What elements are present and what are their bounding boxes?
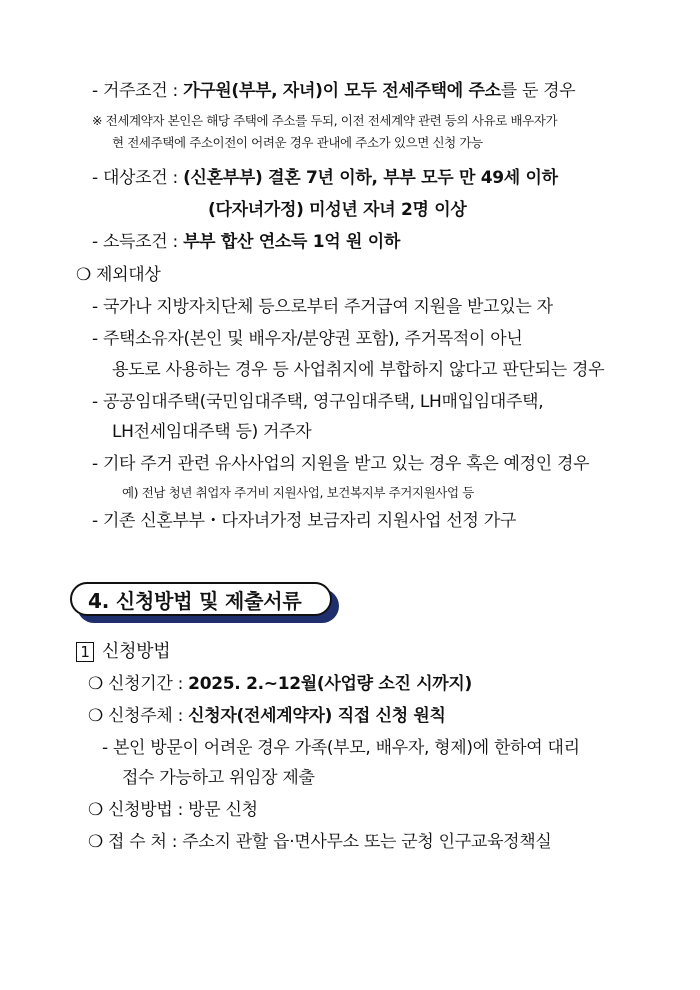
exclusion-item: - 기존 신혼부부・다자녀가정 보금자리 지원사업 선정 가구 [92,511,516,531]
subsection-number: 1 [76,642,94,662]
subsection-heading [76,640,170,664]
target-condition-line2: (다자녀가정) 미성년 자녀 2명 이상 [208,200,467,220]
exclusion-item: - 국가나 지방자치단체 등으로부터 주거급여 지원을 받고있는 자 [92,297,553,317]
application-method: ❍ 신청방법 : 방문 신청 [88,800,258,820]
banner-box [70,582,332,616]
proxy-rule-line1: - 본인 방문이 어려운 경우 가족(부모, 배우자, 형제)에 한하여 대리 [102,738,580,758]
proxy-rule-line2: 접수 가능하고 위임장 제출 [122,768,315,788]
residence-note-line1: ※ 전세계약자 본인은 해당 주택에 주소를 두되, 이전 전세계약 관련 등의 사유로 배우자가 [92,113,558,128]
applicant-rule: ❍ 신청주체 : 신청자(전세계약자) 직접 신청 원칙 [88,706,446,726]
target-condition: - 대상조건 : (신혼부부) 결혼 7년 이하, 부부 모두 만 49세 이하 [92,168,558,188]
exclusion-item: - 기타 주거 관련 유사사업의 지원을 받고 있는 경우 혹은 예정인 경우 [92,454,590,474]
section-banner [70,582,338,618]
residence-condition: - 거주조건 : 가구원(부부, 자녀)이 모두 전세주택에 주소를 둔 경우 [92,81,576,101]
exclusion-heading: ❍ 제외대상 [76,265,161,285]
exclusion-item: - 주택소유자(본인 및 배우자/분양권 포함), 주거목적이 아닌 [92,329,523,349]
exclusion-item: LH전세임대주택 등) 거주자 [112,422,312,442]
income-condition: - 소득조건 : 부부 합산 연소득 1억 원 이하 [92,232,401,252]
application-office: ❍ 접 수 처 : 주소지 관할 읍·면사무소 또는 군청 인구교육정책실 [88,832,552,852]
exclusion-example: 예) 전남 청년 취업자 주거비 지원사업, 보건복지부 주거지원사업 등 [122,485,474,500]
exclusion-item: - 공공임대주택(국민임대주택, 영구임대주택, LH매입임대주택, [92,392,544,412]
residence-note-line2: 현 전세주택에 주소이전이 어려운 경우 관내에 주소가 있으면 신청 가능 [112,135,483,150]
subsection-title: 신청방법 [102,641,171,662]
application-period: ❍ 신청기간 : 2025. 2.~12월(사업량 소진 시까지) [88,674,473,694]
section-title: 4. 신청방법 및 제출서류 [88,589,302,613]
exclusion-item: 용도로 사용하는 경우 등 사업취지에 부합하지 않다고 판단되는 경우 [112,360,605,380]
